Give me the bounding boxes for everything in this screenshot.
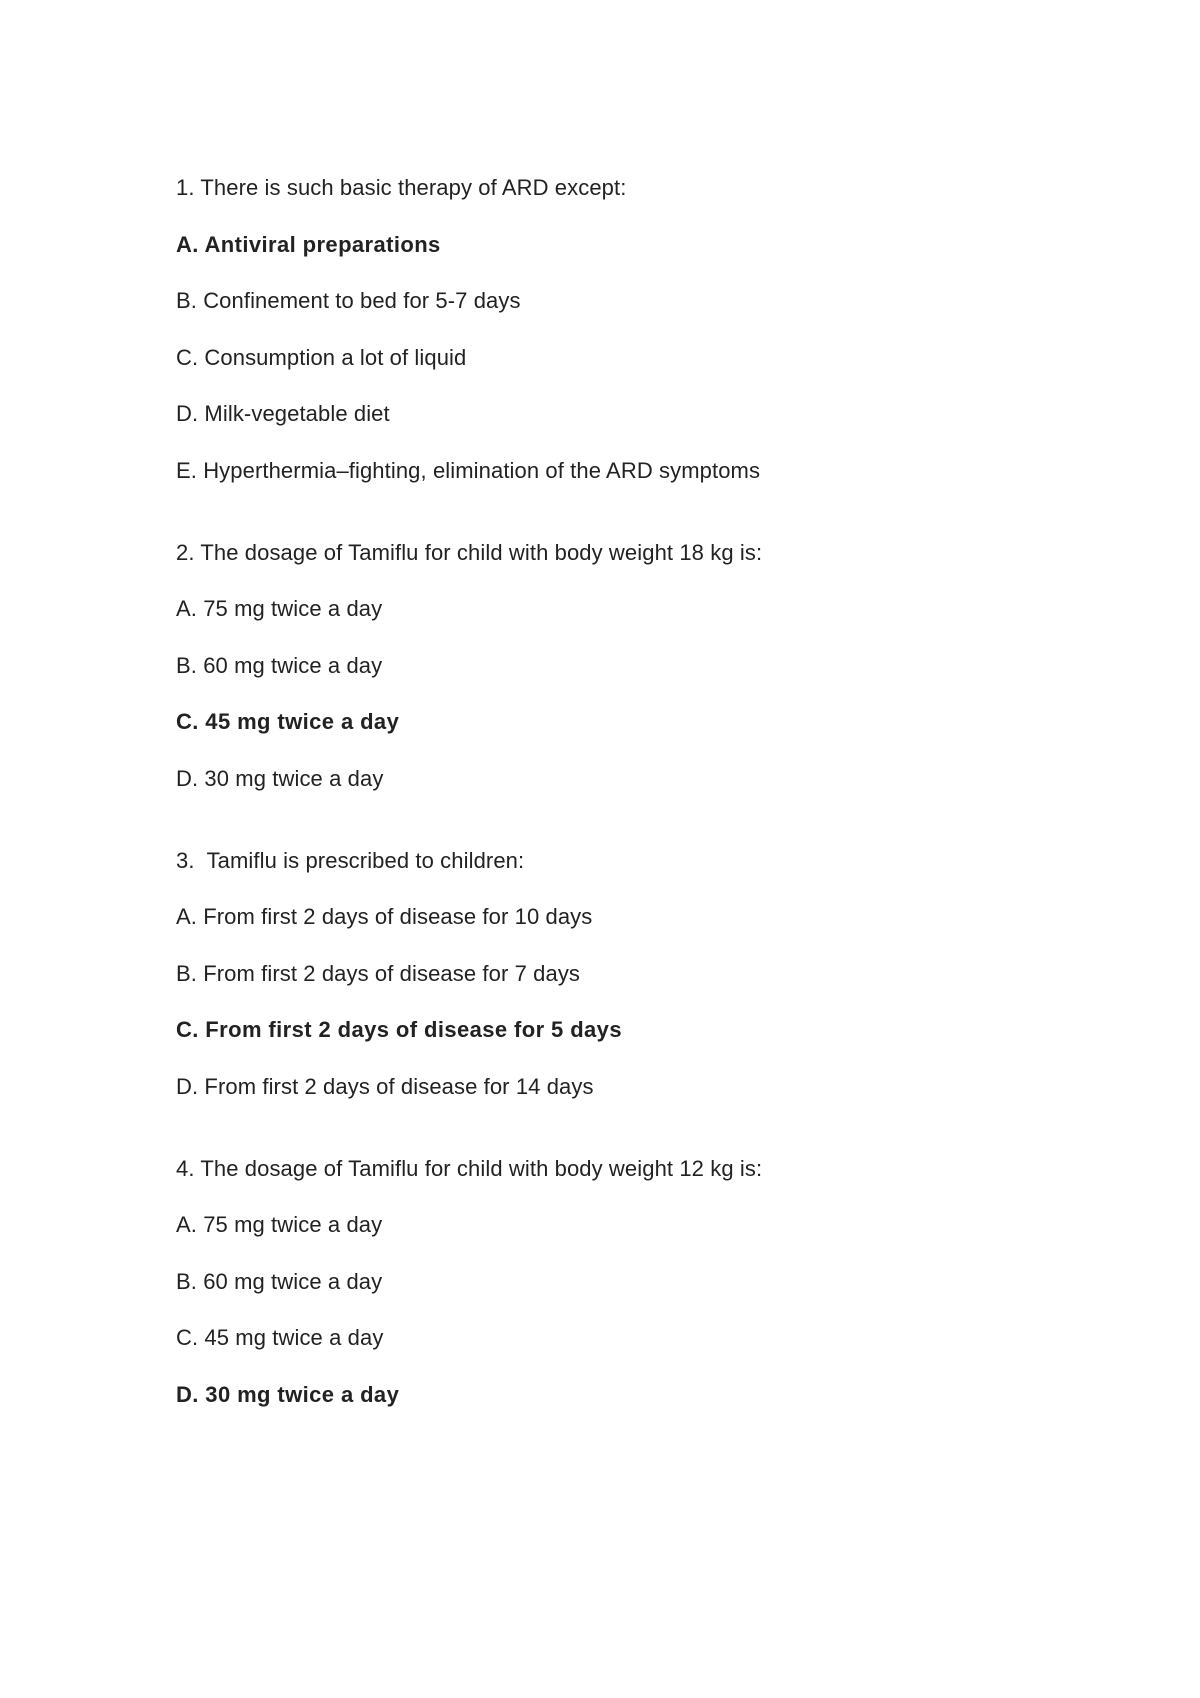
answer-option-correct: D. 30 mg twice a day — [176, 1381, 400, 1407]
answer-option: D. Milk-vegetable diet — [176, 401, 390, 426]
answer-option-correct: C. From first 2 days of disease for 5 days — [176, 1017, 622, 1042]
answer-option-correct: C. 45 mg twice a day — [176, 709, 400, 734]
answer-option: C. 45 mg twice a day — [176, 1325, 384, 1350]
question-prompt: 3. Tamiflu is prescribed to children: — [176, 847, 525, 873]
answer-option: D. 30 mg twice a day — [176, 765, 384, 791]
question-1 — [176, 174, 1200, 484]
question-2 — [176, 539, 1200, 792]
question-prompt: 4. The dosage of Tamiflu for child with body weight 12 kg is: — [176, 1155, 763, 1181]
answer-option: A. 75 mg twice a day — [176, 596, 383, 621]
answer-option: C. Consumption a lot of liquid — [176, 344, 467, 370]
question-prompt: 2. The dosage of Tamiflu for child with body weight 18 kg is: — [176, 539, 763, 565]
answer-option: A. 75 mg twice a day — [176, 1212, 383, 1237]
question-prompt: 1. There is such basic therapy of ARD except: — [176, 175, 627, 200]
answer-option: B. 60 mg twice a day — [176, 1268, 383, 1294]
answer-option: E. Hyperthermia–fighting, elimination of the ARD symptoms — [176, 457, 761, 483]
answer-option: B. From first 2 days of disease for 7 days — [176, 960, 581, 986]
answer-option-correct: A. Antiviral preparations — [176, 231, 441, 257]
answer-option: B. 60 mg twice a day — [176, 652, 383, 678]
answer-option: B. Confinement to bed for 5-7 days — [176, 288, 521, 313]
question-3 — [176, 847, 1200, 1100]
answer-option: A. From first 2 days of disease for 10 days — [176, 904, 593, 929]
question-4 — [176, 1155, 1200, 1408]
answer-option: D. From first 2 days of disease for 14 days — [176, 1073, 594, 1099]
